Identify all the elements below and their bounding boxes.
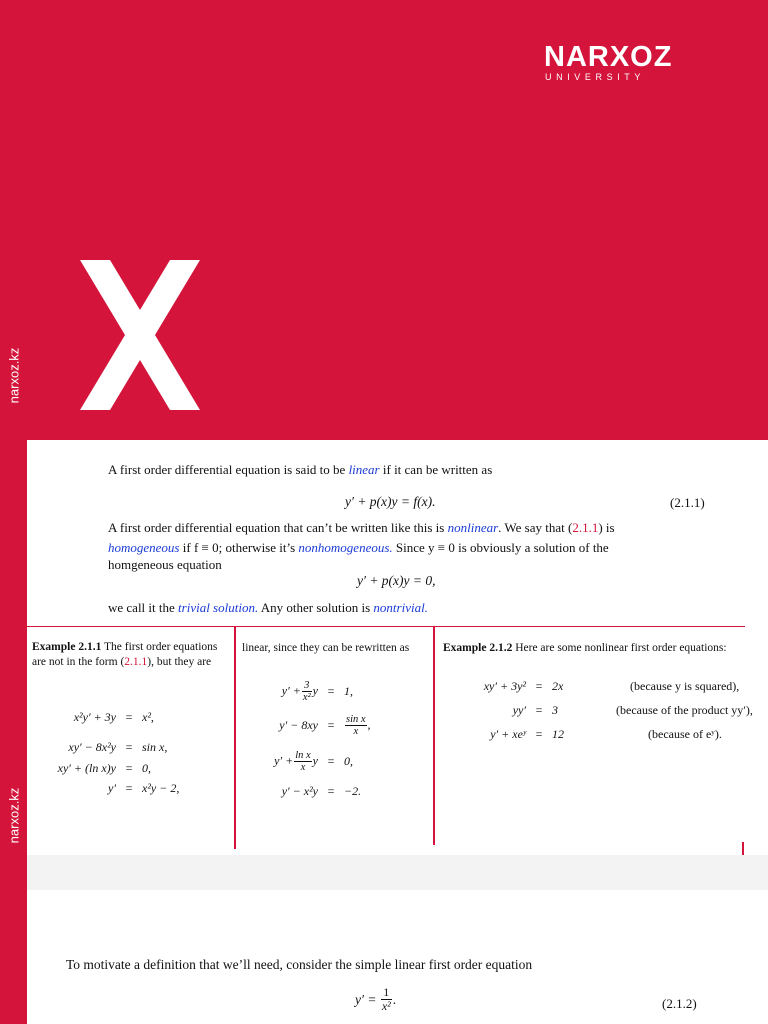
logo-word: NARXOZ — [544, 41, 673, 73]
term-nonlinear: nonlinear — [447, 520, 499, 535]
equation-2-1-1: y′ + p(x)y = f(x). — [345, 494, 436, 509]
ex2-equation-row: yy′ = 3 (because of the product yy′), — [512, 703, 753, 717]
examples-top-divider — [27, 626, 745, 627]
ex1-rewritten-row: y′ + $\frac{\text{ln x}}{x}$ y = 0, — [274, 750, 353, 773]
example-2-1-1-heading: Example 2.1.1 The first order equations are not in the form (2.1.1), but they are — [32, 641, 218, 668]
term-homogeneous: homogeneous — [108, 540, 180, 555]
ex1-equation-row: y′ = x²y − 2, — [108, 781, 180, 795]
example-2-1-2-heading: Example 2.1.2 Here are some nonlinear first order equations: — [443, 642, 727, 654]
scan-band — [27, 855, 768, 890]
equation-homogeneous: y′ + p(x)y = 0, — [357, 573, 436, 588]
paragraph-motivation: To motivate a definition that we’ll need, consider the simple linear first order equation — [66, 957, 533, 972]
sidebar-watermark-top: narxoz.kz — [6, 347, 22, 403]
narxoz-logo — [544, 42, 672, 82]
ref-2-1-1[interactable]: 2.1.1 — [572, 520, 599, 535]
ex2-equation-row: y′ + xeʸ = 12 (because of eʸ). — [490, 727, 722, 741]
equation-number-2-1-2: (2.1.2) — [662, 996, 697, 1011]
ex1-rewritten-row: y′ + $\frac{3}{\text{x²}}$ y = 1, — [281, 680, 353, 703]
ex1-rewritten-row: y′ − 8xy = $\frac{\text{sin x}}{x}$ , — [279, 714, 371, 737]
paragraph-homogeneous: homogeneous if f ≡ 0; otherwise it’s nonhomogeneous. Since y ≡ 0 is obviously a solution of the — [108, 540, 609, 555]
ex1-rewritten-row: y′ − x²y = −2. — [281, 784, 362, 798]
ref-2-1-1-example[interactable]: 2.1.1 — [124, 656, 148, 668]
term-trivial-solution: trivial solution. — [178, 600, 259, 615]
brand-x-mark — [80, 260, 200, 416]
sidebar-watermark-bottom: narxoz.kz — [6, 787, 22, 843]
ex1-equation-row: x²y′ + 3y = x², — [73, 710, 154, 724]
term-nontrivial: nontrivial. — [373, 600, 428, 615]
left-red-strip — [0, 0, 27, 1024]
paragraph-linear-definition: A first order differential equation is said to be linear if it can be written as — [108, 462, 493, 477]
paragraph-nonlinear: A first order differential equation that can’t be written like this is nonlinear. We say that (2.1.1) is — [108, 520, 615, 535]
term-linear: linear — [348, 462, 380, 477]
example-2-1-1-continuation: linear, since they can be rewritten as — [242, 642, 410, 654]
paragraph-homogeneous-equation: homgeneous equation — [108, 557, 222, 572]
equation-2-1-2: y′ = $\frac{1}{\text{x²}}$ . — [355, 985, 397, 1013]
examples-column-divider-1 — [234, 627, 236, 849]
equation-number-2-1-1: (2.1.1) — [670, 495, 705, 510]
examples-column-divider-2 — [433, 627, 435, 845]
ex1-equation-row: xy′ + (ln x)y = 0, — [57, 761, 151, 775]
logo-subtitle: UNIVERSITY — [545, 72, 646, 82]
term-nonhomogeneous: nonhomogeneous. — [298, 540, 393, 555]
paragraph-trivial: we call it the trivial solution. Any other solution is nontrivial. — [108, 600, 428, 615]
ex1-equation-row: xy′ − 8x²y = sin x, — [68, 740, 168, 754]
ex2-equation-row: xy′ + 3y² = 2x (because y is squared), — [483, 679, 740, 693]
